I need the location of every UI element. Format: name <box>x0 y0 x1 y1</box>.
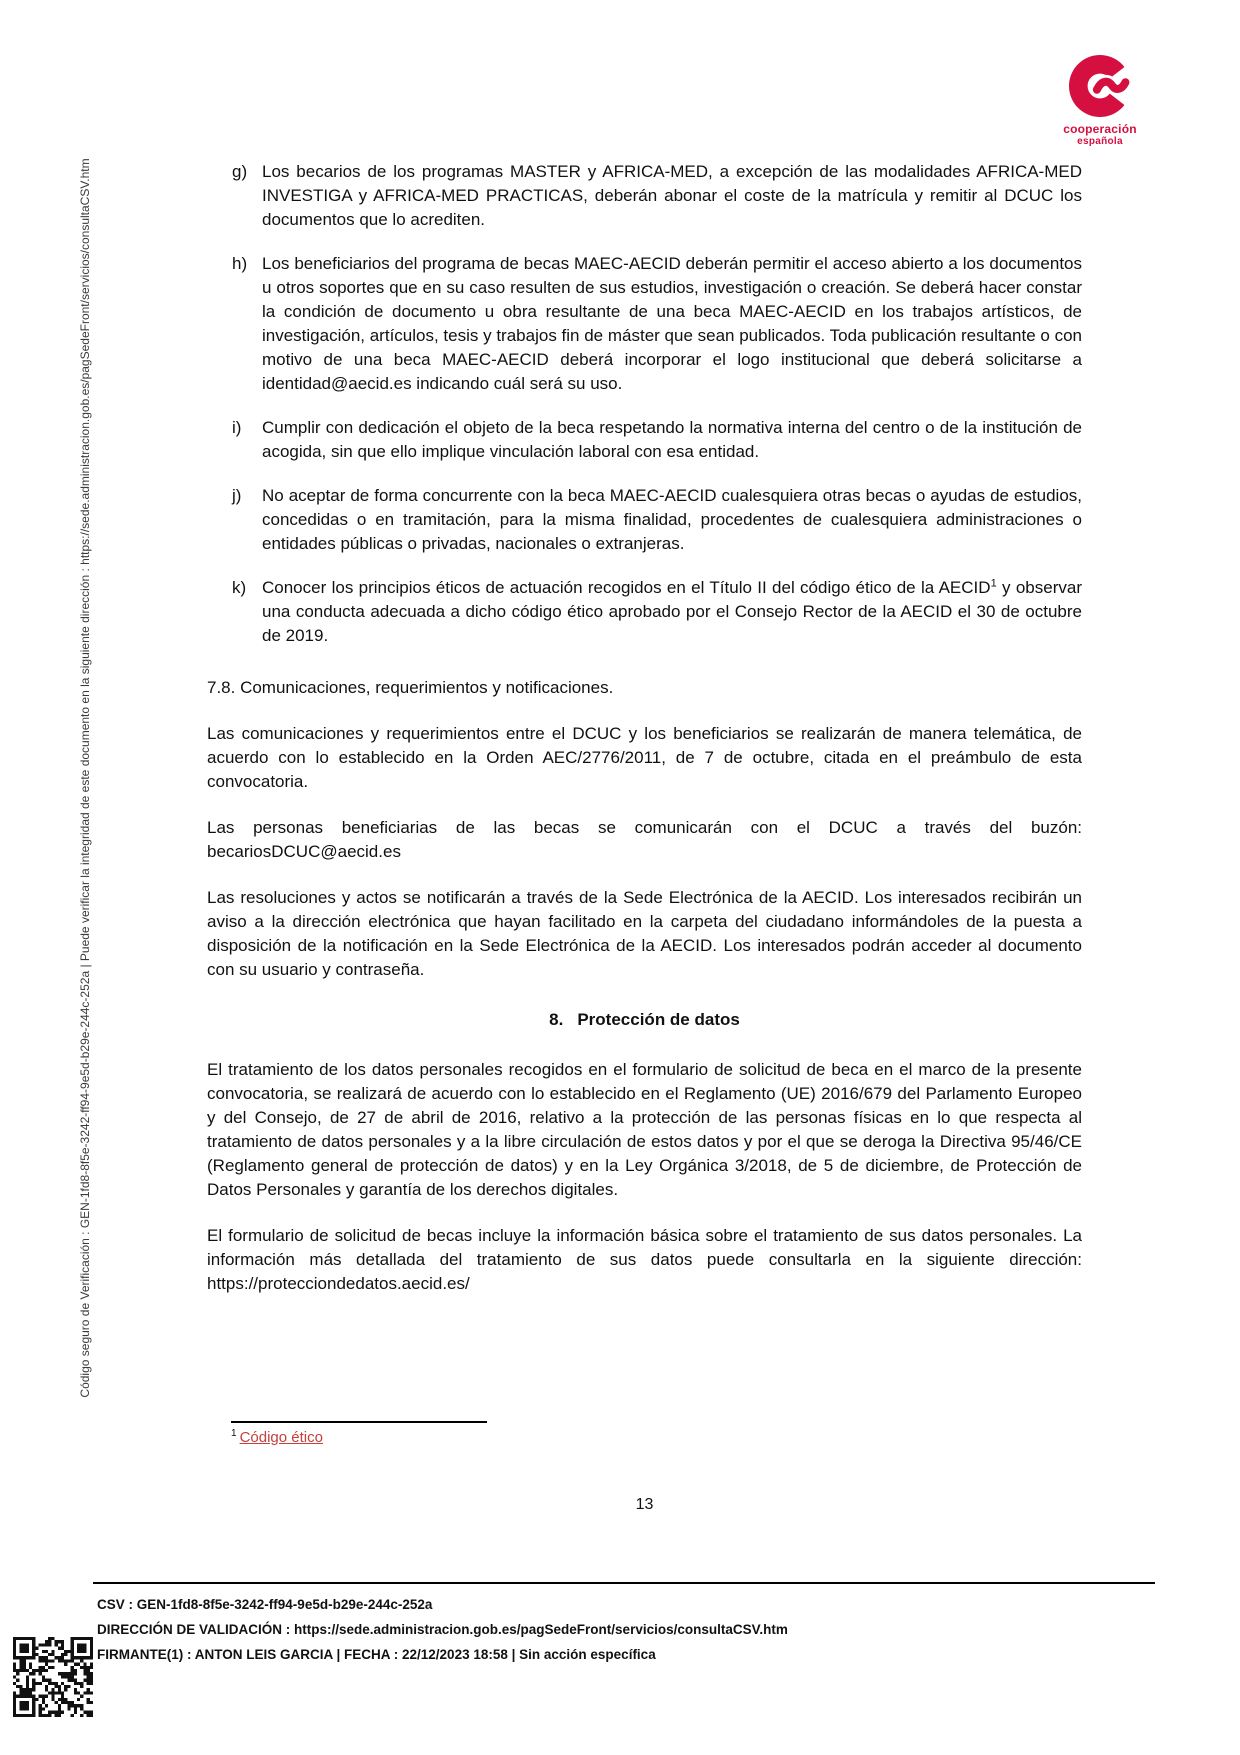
list-item-text: Los becarios de los programas MASTER y AFRICA-MED, a excepción de las modalidades AFRICA-MED INVESTIGA y AFRICA-MED PRACTICAS, deberán abonar el coste de la matrícula y remitir al DCUC los documentos que lo acrediten. <box>262 162 1082 229</box>
list-item-k <box>207 576 1082 648</box>
list-item-h <box>207 252 1082 396</box>
footnote-reference: 1 <box>990 577 997 590</box>
footnote-marker: 1 <box>231 1428 237 1439</box>
list-item-text: Los beneficiarios del programa de becas MAEC-AECID deberán permitir el acceso abierto a los documentos u otros soportes que en su caso resulten de sus estudios, investigación o creación. Se deberá hacer constar la condición de documento u obra resultante de una beca MAEC-AECID en los trabajos artísticos, de investigación, artículos, tesis y trabajos fin de máster que sean publicados. Toda publicación resultante o con motivo de una beca MAEC-AECID deberá incorporar el logo institucional que deberá solicitarse a identidad@aecid.es indicando cuál será su uso. <box>262 254 1082 393</box>
document-body <box>207 160 1082 1318</box>
logo-wordmark-line1: cooperación <box>1063 122 1137 136</box>
list-item-letter: j) <box>232 486 242 505</box>
list-item-text-after: y observar una conducta adecuada a dicho código ético aprobado por el Consejo Rector de la AECID el 30 de octubre de 2019. <box>262 578 1082 645</box>
document-footer <box>93 1582 1155 1667</box>
qr-code <box>13 1637 93 1717</box>
paragraph-communications-2: Las personas beneficiarias de las becas se comunicarán con el DCUC a través del buzón: becariosDCUC@aecid.es <box>207 818 1082 861</box>
section-8-number: 8. <box>549 1010 564 1029</box>
footer-validation-line: DIRECCIÓN DE VALIDACIÓN : https://sede.administracion.gob.es/pagSedeFront/servicios/consultaCSV.htm <box>97 1622 788 1637</box>
list-item-i <box>207 416 1082 464</box>
section-7-8-heading: 7.8. Comunicaciones, requerimientos y notificaciones. <box>207 678 614 697</box>
verification-vertical-text: Código seguro de Verificación : GEN-1fd8-8f5e-3242-ff94-9e5d-b29e-244c-252a | Puede verificar la integridad de este documento en la siguiente dirección : https://sede.administracion.gob.es/pagSedeFront/servicios/consultaCSV.htm <box>78 158 92 1398</box>
page-number: 13 <box>635 1496 654 1513</box>
paragraph-data-protection-2: El formulario de solicitud de becas incluye la información básica sobre el tratamiento de sus datos personales. La información más detallada del tratamiento de sus datos puede consultarla en la siguiente dirección: https://protecciondedatos.aecid.es/ <box>207 1226 1082 1293</box>
cooperacion-espanola-logo <box>1040 54 1160 147</box>
list-item-text: Cumplir con dedicación el objeto de la beca respetando la normativa interna del centro o de la institución de acogida, sin que ello implique vinculación laboral con esa entidad. <box>262 418 1082 461</box>
c-wave-icon <box>1069 54 1131 118</box>
footnote-separator <box>231 1421 487 1423</box>
section-8-title: Protección de datos <box>577 1010 740 1029</box>
paragraph-data-protection-1: El tratamiento de los datos personales recogidos en el formulario de solicitud de beca en el marco de la presente convocatoria, se realizará de acuerdo con lo establecido en el Reglamento (UE) 2016/679 del Parlamento Europeo y del Consejo, de 27 de abril de 2016, relativo a la protección de las personas físicas en lo que respecta al tratamiento de datos personales y a la libre circulación de estos datos y por el que se deroga la Directiva 95/46/CE (Reglamento general de protección de datos) y en la Ley Orgánica 3/2018, de 5 de diciembre, de Protección de Datos Personales y garantía de los derechos digitales. <box>207 1060 1082 1199</box>
list-item-text <box>262 576 1082 648</box>
codigo-etico-link[interactable]: Código ético <box>239 1429 323 1446</box>
list-item-letter: h) <box>232 254 248 273</box>
logo-wordmark-line2: española <box>1077 136 1123 147</box>
list-item-letter: i) <box>232 418 242 437</box>
paragraph-communications-1: Las comunicaciones y requerimientos entre el DCUC y los beneficiarios se realizarán de manera telemática, de acuerdo con lo establecido en la Orden AEC/2776/2011, de 7 de octubre, citada en el preámbulo de esta convocatoria. <box>207 724 1082 791</box>
list-item-letter: k) <box>232 578 247 597</box>
list-item-letter: g) <box>232 162 248 181</box>
paragraph-communications-3: Las resoluciones y actos se notificarán a través de la Sede Electrónica de la AECID. Los interesados recibirán un aviso a la dirección electrónica que hayan facilitado en la carpeta del ciudadano informándoles de la puesta a disposición de la notificación en la Sede Electrónica de la AECID. Los interesados podrán acceder al documento con su usuario y contraseña. <box>207 888 1082 979</box>
section-8-heading <box>207 1008 1082 1032</box>
list-item-j <box>207 484 1082 556</box>
footnote <box>231 1421 487 1446</box>
list-item-g <box>207 160 1082 232</box>
footer-csv-line: CSV : GEN-1fd8-8f5e-3242-ff94-9e5d-b29e-244c-252a <box>97 1597 433 1612</box>
footer-separator <box>93 1582 1155 1584</box>
footer-signer-line: FIRMANTE(1) : ANTON LEIS GARCIA | FECHA : 22/12/2023 18:58 | Sin acción específica <box>97 1647 656 1662</box>
list-item-text-before: Conocer los principios éticos de actuación recogidos en el Título II del código ético de la AECID <box>262 578 991 597</box>
list-item-text: No aceptar de forma concurrente con la beca MAEC-AECID cualesquiera otras becas o ayudas de estudios, concedidas o en tramitación, para la misma finalidad, procedentes de cualesquiera administraciones o entidades públicas o privadas, nacionales o extranjeras. <box>262 486 1082 553</box>
